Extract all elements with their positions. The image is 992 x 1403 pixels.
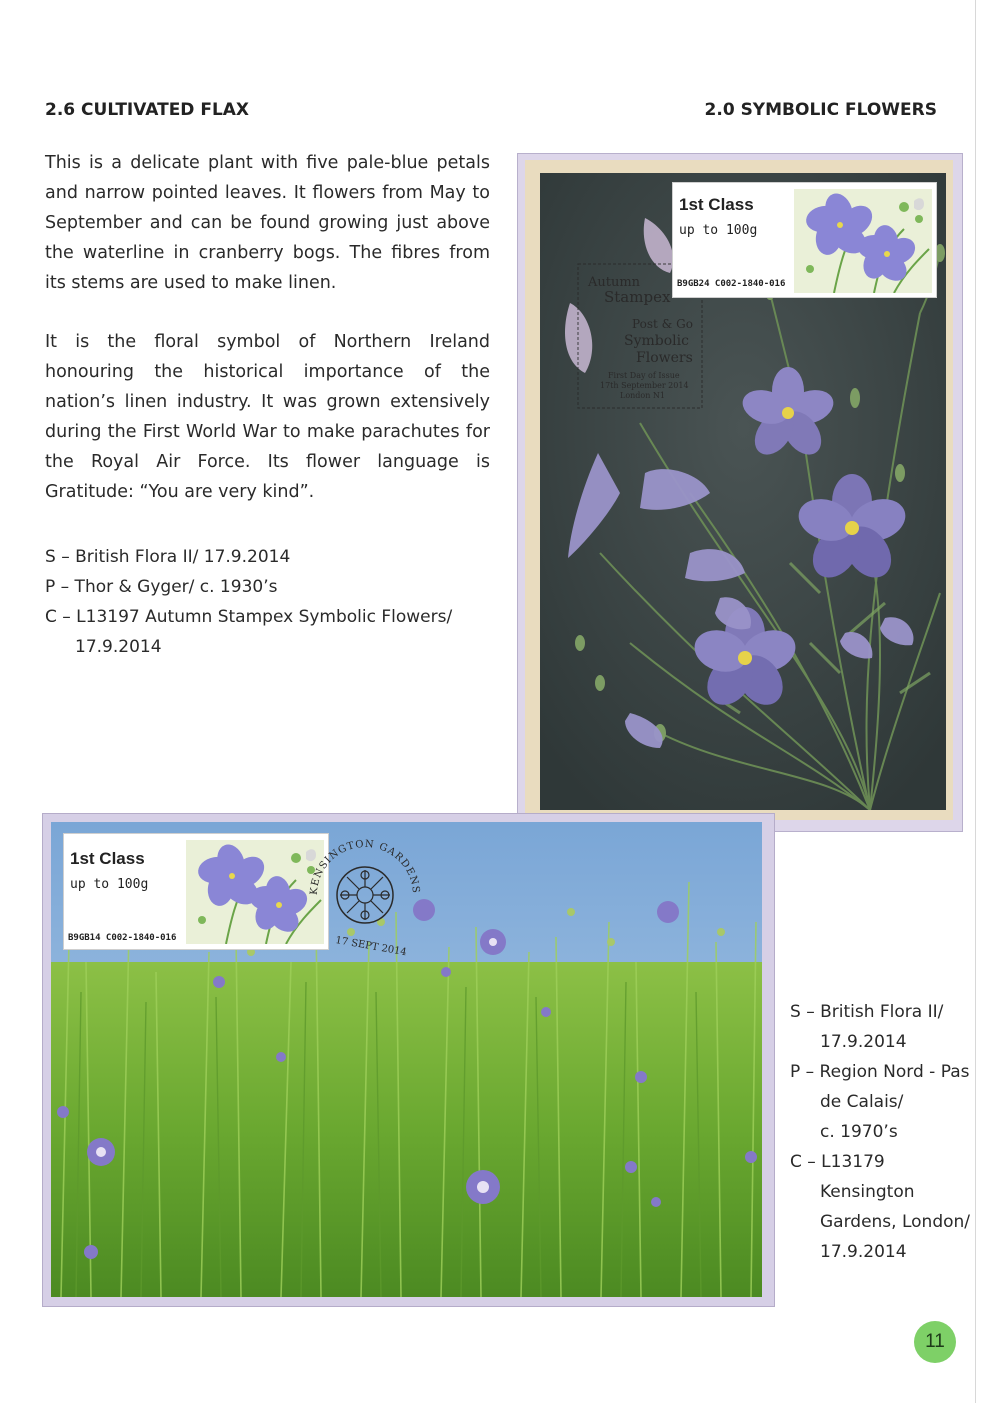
pm1-line6: First Day of Issue bbox=[608, 371, 680, 380]
cancel-info-date: 17.9.2014 bbox=[820, 1242, 907, 1262]
pm1-line4: Symbolic bbox=[624, 333, 689, 349]
card2-details bbox=[790, 997, 980, 1267]
pm1-line1: Autumn bbox=[588, 275, 641, 290]
pm1-line2: Stampex bbox=[604, 288, 671, 306]
pm1-line7: 17th September 2014 bbox=[600, 381, 689, 390]
card2-postmark bbox=[300, 830, 430, 960]
postcard-info: P – Thor & Gyger/ c. 1930’s bbox=[45, 577, 278, 597]
card2-stamp bbox=[63, 833, 329, 950]
page-number-badge bbox=[914, 1321, 956, 1363]
pm2-ring-text: KENSINGTON GARDENS bbox=[308, 838, 422, 896]
scan-edge bbox=[975, 0, 976, 1403]
pm1-line3: Post & Go bbox=[632, 317, 693, 331]
pm1-line8: London N1 bbox=[620, 391, 666, 400]
cancel-info-date: 17.9.2014 bbox=[75, 637, 162, 657]
stamp-code: B9GB14 C002-1840-016 bbox=[68, 933, 177, 943]
stamp-weight: up to 100g bbox=[679, 223, 758, 238]
stamp-weight: up to 100g bbox=[70, 877, 149, 892]
cancel-info-place-2: Gardens, London/ bbox=[820, 1212, 971, 1232]
flax-stamp-picture bbox=[794, 189, 932, 293]
stamp-code: B9GB24 C002-1840-016 bbox=[677, 279, 786, 289]
intro-paragraph-2: It is the floral symbol of Northern Ireland honouring the historical importance of the nation’s linen industry. It was grown extensively during the First World War to make parachutes for the Royal Air Force. Its flower language is Gratitude: “You are very kind”. bbox=[45, 332, 490, 502]
stamp-info: S – British Flora II/ 17.9.2014 bbox=[45, 547, 291, 567]
stamp-info: S – British Flora II/ bbox=[790, 1002, 944, 1022]
chapter-title: 2.0 SYMBOLIC FLOWERS bbox=[704, 100, 937, 120]
svg-text:KENSINGTON GARDENS LONDON W2 bbox=[300, 830, 421, 895]
cancel-info: C – L13179 bbox=[790, 1152, 885, 1172]
pm2-date: 17 SEPT 2014 bbox=[334, 934, 408, 959]
pm1-line5: Flowers bbox=[636, 350, 693, 366]
stamp-class: 1st Class bbox=[679, 195, 754, 214]
card1-details bbox=[45, 542, 475, 662]
page-number: 11 bbox=[925, 1331, 945, 1352]
cancel-info: C – L13197 Autumn Stampex Symbolic Flowers/ bbox=[45, 607, 453, 627]
postcard-info-cont: de Calais/ bbox=[820, 1092, 904, 1112]
card1-stamp bbox=[672, 182, 937, 298]
section-title: 2.6 CULTIVATED FLAX bbox=[45, 100, 250, 120]
cancel-info-place: Kensington bbox=[820, 1182, 915, 1202]
postcard-info: P – Region Nord - Pas bbox=[790, 1062, 970, 1082]
intro-paragraph-1: This is a delicate plant with five pale-blue petals and narrow pointed leaves. It flowers from May to September and can be found growing just above the waterline in cranberry bogs. The fibres from its stems are used to make linen. bbox=[45, 153, 490, 293]
stamp-class: 1st Class bbox=[70, 849, 145, 868]
postcard-info-date: c. 1970’s bbox=[820, 1122, 898, 1142]
stamp-info-date: 17.9.2014 bbox=[820, 1032, 907, 1052]
